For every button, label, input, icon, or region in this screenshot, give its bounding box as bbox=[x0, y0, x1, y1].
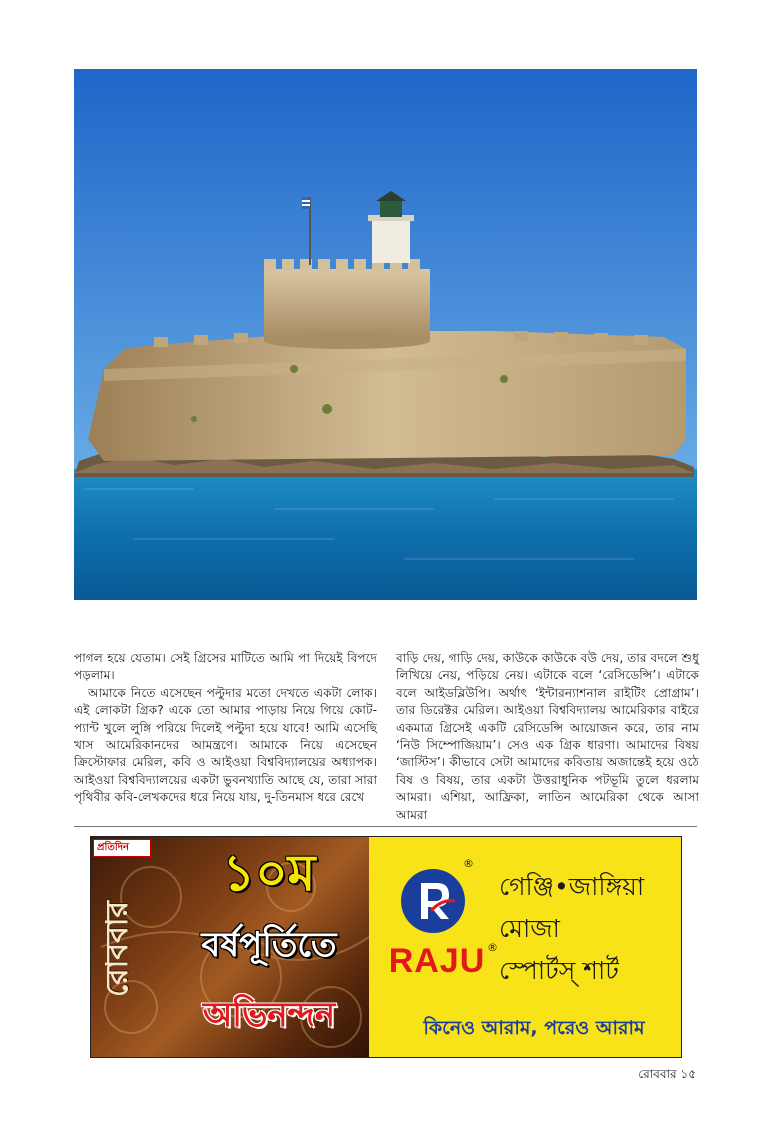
pratidin-tag bbox=[93, 839, 151, 857]
article-column-right bbox=[396, 650, 699, 824]
page-folio: রোববার ১৫ bbox=[638, 1067, 696, 1081]
product-line: স্পোর্টস্ শার্ট bbox=[499, 956, 619, 985]
anniversary-text: বর্ষপূর্তিতে bbox=[201, 925, 337, 965]
divider bbox=[74, 826, 697, 827]
raju-logo-icon bbox=[401, 869, 465, 933]
anniversary-panel bbox=[91, 837, 369, 1057]
registered-mark: ® bbox=[463, 857, 474, 870]
product-line: গেঞ্জি•জাঙ্গিয়া bbox=[499, 872, 645, 901]
article-paragraph: বাড়ি দেয়, গাড়ি দেয়, কাউকে কাউকে বউ দেয়, তার বদলে শুধু লিখিয়ে নেয়, পড়িয়ে নেয়। এটাকে বলে ‘রেসিডেন্সি’। এটাকে বলে আইডব্লিউপি। অর্থাৎ ‘ইন্টারন্যাশনাল রাইটিং প্রোগ্রাম’। তার ডিরেক্টর মেরিল। আইওয়া বিশ্ববিদ্যালয় আমেরিকার বাইরে একমাত্র গ্রিসেই একটি রেসিডেন্সি আয়োজন করে, তার নাম ‘নিউ সিম্পোজিয়াম’। সেও এক গ্রিক ধারণা। আমাদের বিষয় ‘জাস্টিস’। কীভাবে সেটা আমাদের কবিতায় অজান্তেই হয়ে ওঠে বিষ ও বিষয়, তার একটা উত্তরাধুনিক পটভূমি তুলে ধরলাম আমরা। এশিয়া, আফ্রিকা, লাতিন আমেরিকা থেকে আসা আমরা bbox=[396, 651, 699, 822]
article-paragraph: আমাকে নিতে এসেছেন পল্টুদার মতো দেখতে একটা লোক। এই লোকটা গ্রিক? একে তো আমার পাড়ায় নিয়ে গিয়ে কোট-প্যান্ট খুলে লুঙ্গি পরিয়ে দিলেই পল্টুদা হয়ে যাবে! আমি এসেছি খাস আমেরিকানদের আমন্ত্রণে। আমাকে নিয়ে এসেছেন ক্রিস্টোফার মেরিল, কবি ও আইওয়া বিশ্ববিদ্যালয়ের অধ্যাপক। আইওয়া বিশ্ববিদ্যালয়ের একটা ভুবনখ্যাতি আছে যে, তারা সারা পৃথিবীর কবি-লেখকদের ধরে নিয়ে যায়, দু-তিনমাস ধরে রেখে bbox=[74, 685, 377, 805]
registered-mark: ® bbox=[487, 941, 498, 954]
ad-tagline: কিনেও আরাম, পরেও আরাম bbox=[423, 1017, 645, 1039]
article-column-left bbox=[74, 650, 377, 807]
robbar-vertical-title: রোববার bbox=[100, 901, 135, 997]
anniversary-number: ১০ম bbox=[222, 844, 316, 902]
raju-wordmark: RAJU bbox=[388, 942, 486, 980]
congratulations-text: অভিনন্দন bbox=[202, 995, 336, 1035]
advertisement bbox=[90, 836, 682, 1058]
pratidin-label: প্রতিদিন bbox=[97, 842, 129, 853]
article-paragraph: পাগল হয়ে যেতাম। সেই গ্রিসের মাটিতে আমি পা দিয়েই বিপদে পড়লাম। bbox=[74, 651, 377, 683]
raju-panel bbox=[369, 837, 681, 1057]
product-line: মোজা bbox=[499, 914, 560, 943]
fortress-photo bbox=[74, 69, 697, 600]
